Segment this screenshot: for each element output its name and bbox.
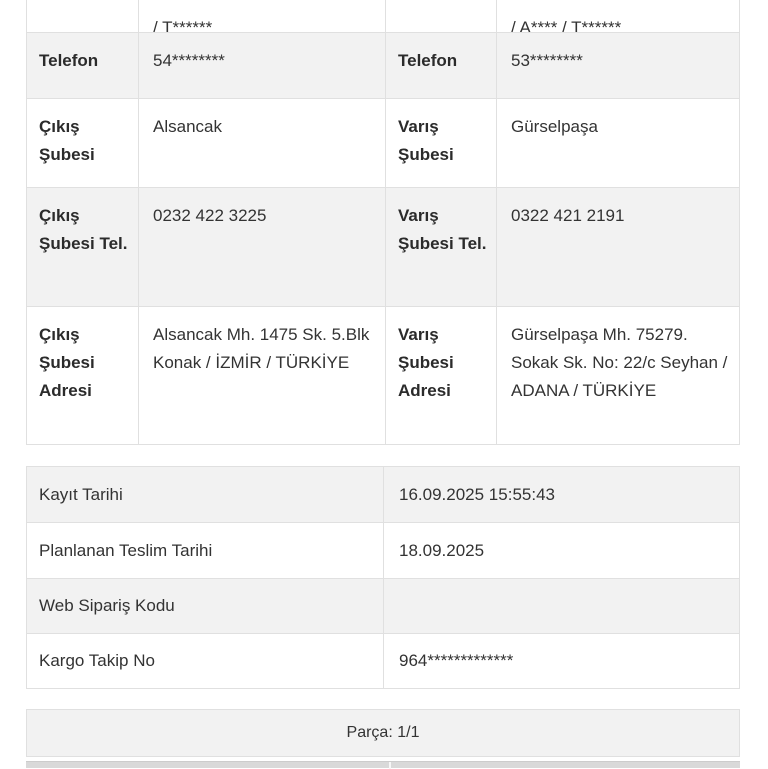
web-order-code-label: Web Sipariş Kodu xyxy=(27,579,384,633)
table-row xyxy=(27,579,739,634)
shipment-summary-table xyxy=(26,466,740,689)
table-row xyxy=(27,467,739,523)
sender-name-masked: / T****** xyxy=(139,0,386,32)
origin-branch-phone-label: Çıkış Şubesi Tel. xyxy=(27,188,139,306)
next-table-partial-edge xyxy=(26,761,740,768)
destination-branch-phone-value: 0322 421 2191 xyxy=(511,206,625,225)
tracking-number-value: 964************* xyxy=(399,651,514,670)
table-row xyxy=(27,0,739,33)
parca-count-label: Parça: 1/1 xyxy=(346,724,420,741)
table-row xyxy=(27,523,739,579)
receiver-phone-label: Telefon xyxy=(386,33,497,98)
planned-delivery-date-value: 18.09.2025 xyxy=(399,540,485,560)
sender-phone-value: 54******** xyxy=(139,33,386,98)
destination-branch-value: Gürselpaşa xyxy=(511,117,598,136)
record-date-value: 16.09.2025 15:55:43 xyxy=(399,484,555,504)
origin-branch-address-value: Alsancak Mh. 1475 Sk. 5.Blk Konak / İZMİR / TÜRKİYE xyxy=(139,307,386,444)
planned-delivery-date-label: Planlanan Teslim Tarihi xyxy=(27,523,384,578)
table-row xyxy=(27,33,739,99)
shipment-parties-table xyxy=(26,0,740,445)
destination-branch-label: Varış Şubesi xyxy=(386,99,497,187)
receiver-phone-value: 53******** xyxy=(511,51,583,70)
table-row xyxy=(27,634,739,689)
table-row xyxy=(27,99,739,188)
partial-row-right-label-cell xyxy=(386,0,497,32)
destination-branch-address-value: Gürselpaşa Mh. 75279. Sokak Sk. No: 22/c Seyhan / ADANA / TÜRKİYE xyxy=(511,325,728,400)
receiver-name-masked: / A**** / T****** xyxy=(511,18,622,32)
record-date-label: Kayıt Tarihi xyxy=(27,467,384,522)
web-order-code-value xyxy=(384,579,741,633)
parca-count-bar xyxy=(26,709,740,757)
table-row xyxy=(27,188,739,307)
origin-branch-phone-value: 0232 422 3225 xyxy=(139,188,386,306)
destination-branch-phone-label: Varış Şubesi Tel. xyxy=(386,188,497,306)
origin-branch-label: Çıkış Şubesi xyxy=(27,99,139,187)
origin-branch-value: Alsancak xyxy=(139,99,386,187)
sender-phone-label: Telefon xyxy=(27,33,139,98)
origin-branch-address-label: Çıkış Şubesi Adresi xyxy=(27,307,139,444)
tracking-number-label: Kargo Takip No xyxy=(27,634,384,688)
partial-row-left-label-cell xyxy=(27,0,139,32)
table-row xyxy=(27,307,739,445)
destination-branch-address-label: Varış Şubesi Adresi xyxy=(386,307,497,444)
